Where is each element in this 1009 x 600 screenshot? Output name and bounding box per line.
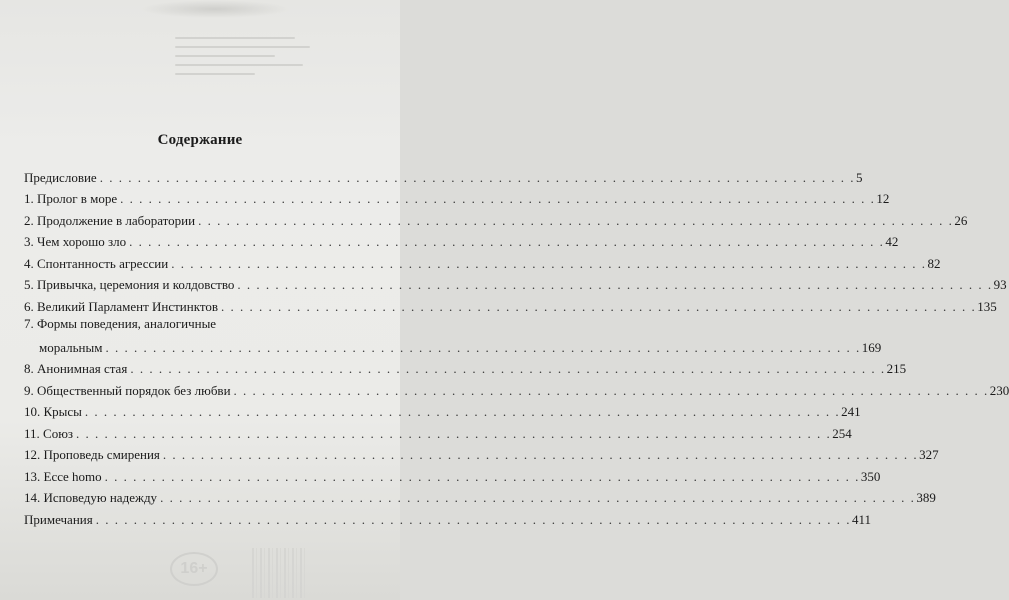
toc-entry-label-continued: моральным xyxy=(39,339,103,355)
dot-leader: . . . . . . . . . . . . . . . . . . . . . . . . . . . . . . . . . . . . . . . . . . . . . . . . . . . . . . . . . . . . . . . . . . . . . . . . . . . . . . . . xyxy=(120,191,876,206)
toc-entry-label: 7. Формы поведения, аналогичные xyxy=(24,315,217,331)
dot-leader: . . . . . . . . . . . . . . . . . . . . . . . . . . . . . . . . . . . . . . . . . . . . . . . . . . . . . . . . . . . . . . . . . . . . . . . . . . . . . . . . xyxy=(162,447,919,462)
toc-entry-label: 8. Анонимная стая xyxy=(24,361,128,376)
dot-leader: . . . . . . . . . . . . . . . . . . . . . . . . . . . . . . . . . . . . . . . . . . . . . . . . . . . . . . . . . . . . . . . . . . . . . . . . . . . . . . . . xyxy=(95,511,851,527)
toc-entry-page: 241 xyxy=(841,404,861,419)
dot-leader: . . . . . . . . . . . . . . . . . . . . . . . . . . . . . . . . . . . . . . . . . . . . . . . . . . . . . . . . . . . . . . . . . . . . . . . . . . . . . . . . xyxy=(130,361,886,376)
toc-entry xyxy=(24,506,872,528)
table-of-contents xyxy=(24,164,1009,528)
dot-leader: . . . . . . . . . . . . . . . . . . . . . . . . . . . . . . . . . . . . . . . . . . . . . . . . . . . . . . . . . . . . . . . . . . . . . . . . . . . . . . . . xyxy=(160,490,916,505)
toc-entry xyxy=(24,293,997,315)
toc-entry-label: 4. Спонтанность агрессии xyxy=(24,255,169,271)
toc-entry xyxy=(24,399,861,421)
toc-entry xyxy=(24,207,968,229)
toc-entry-label: 2. Продолжение в лаборатории xyxy=(24,212,196,228)
dot-leader: . . . . . . . . . . . . . . . . . . . . . . . . . . . . . . . . . . . . . . . . . . . . . . . . . . . . . . . . . . . . . . . . . . . . . . . . . . . . . . . . xyxy=(76,425,832,441)
toc-entry xyxy=(24,420,852,442)
barcode-show-through xyxy=(252,548,308,598)
toc-entry-page: 26 xyxy=(954,212,968,228)
toc-entry-page: 389 xyxy=(916,490,936,505)
toc-entry-page: 411 xyxy=(851,511,872,527)
dot-leader: . . . . . . . . . . . . . . . . . . . . . . . . . . . . . . . . . . . . . . . . . . . . . . . . . . . . . . . . . . . . . . . . . . . . . . . . . . . . . . . . xyxy=(84,404,841,419)
toc-entry-page: 230 xyxy=(989,382,1009,398)
toc-entry xyxy=(24,272,1007,294)
toc-entry-label: 14. Исповедую надежду xyxy=(24,490,158,505)
toc-entry-label: 9. Общественный порядок без любви xyxy=(24,382,231,398)
dot-leader: . . . . . . . . . . . . . . . . . . . . . . . . . . . . . . . . . . . . . . . . . . . . . . . . . . . . . . . . . . . . . . . . . . . . . . . . . . . . . . . . xyxy=(221,298,977,314)
toc-entry xyxy=(24,229,899,251)
toc-entry-label: 3. Чем хорошо зло xyxy=(24,234,127,249)
page-title: Содержание xyxy=(157,132,243,148)
toc-entry-page: 12 xyxy=(876,191,890,206)
toc-entry xyxy=(24,463,881,485)
dot-leader: . . . . . . . . . . . . . . . . . . . . . . . . . . . . . . . . . . . . . . . . . . . . . . . . . . . . . . . . . . . . . . . . . . . . . . . . . . . . . . . . xyxy=(104,468,860,484)
dot-leader: . . . . . . . . . . . . . . . . . . . . . . . . . . . . . . . . . . . . . . . . . . . . . . . . . . . . . . . . . . . . . . . . . . . . . . . . . . . . . . . . xyxy=(233,382,989,398)
toc-entry-label: 13. Ecce homo xyxy=(24,468,102,484)
age-rating-badge: 16+ xyxy=(170,552,218,586)
toc-entry-page: 215 xyxy=(886,361,907,376)
dot-leader: . . . . . . . . . . . . . . . . . . . . . . . . . . . . . . . . . . . . . . . . . . . . . . . . . . . . . . . . . . . . . . . . . . . . . . . . . . . . . . . . xyxy=(171,255,927,271)
toc-entry-page: 82 xyxy=(927,255,941,271)
toc-entry-page: 5 xyxy=(855,169,863,185)
dot-leader: . . . . . . . . . . . . . . . . . . . . . . . . . . . . . . . . . . . . . . . . . . . . . . . . . . . . . . . . . . . . . . . . . . . . . . . . . . . . . . . . xyxy=(99,169,855,185)
toc-entry-label: 5. Привычка, церемония и колдовство xyxy=(24,277,235,292)
toc-entry-label: 11. Союз xyxy=(24,425,74,441)
show-through-mark xyxy=(140,0,290,18)
toc-entry xyxy=(24,186,890,208)
toc-entry-page: 350 xyxy=(860,468,881,484)
toc-entry-page: 254 xyxy=(832,425,852,441)
toc-entry-label: 12. Проповедь смирения xyxy=(24,447,160,462)
toc-entry xyxy=(24,356,907,378)
toc-entry xyxy=(24,377,1009,399)
toc-entry xyxy=(24,442,939,464)
toc-entry-page: 169 xyxy=(861,339,882,355)
dot-leader: . . . . . . . . . . . . . . . . . . . . . . . . . . . . . . . . . . . . . . . . . . . . . . . . . . . . . . . . . . . . . . . . . . . . . . . . . . . . . . . . xyxy=(198,212,954,228)
toc-entry-page: 327 xyxy=(919,447,939,462)
toc-entry-page: 93 xyxy=(993,277,1007,292)
toc-entry-label: 10. Крысы xyxy=(24,404,82,419)
toc-entry xyxy=(24,315,882,356)
toc-entry-label: 6. Великий Парламент Инстинктов xyxy=(24,298,218,314)
dot-leader: . . . . . . . . . . . . . . . . . . . . . . . . . . . . . . . . . . . . . . . . . . . . . . . . . . . . . . . . . . . . . . . . . . . . . . . . . . . . . . . . xyxy=(129,234,885,249)
toc-entry-page: 135 xyxy=(977,298,997,314)
dot-leader: . . . . . . . . . . . . . . . . . . . . . . . . . . . . . . . . . . . . . . . . . . . . . . . . . . . . . . . . . . . . . . . . . . . . . . . . . . . . . . . . xyxy=(237,277,993,292)
toc-entry-label: Предисловие xyxy=(24,169,97,185)
toc-entry-page: 42 xyxy=(885,234,899,249)
toc-entry-label: Примечания xyxy=(24,511,93,527)
toc-entry-label: 1. Пролог в море xyxy=(24,191,118,206)
toc-entry xyxy=(24,485,936,507)
toc-entry xyxy=(24,250,941,272)
dot-leader: . . . . . . . . . . . . . . . . . . . . . . . . . . . . . . . . . . . . . . . . . . . . . . . . . . . . . . . . . . . . . . . . . . . . . . . . . . . . . . . . xyxy=(105,339,861,355)
toc-entry xyxy=(24,164,863,186)
show-through-text xyxy=(175,30,315,82)
